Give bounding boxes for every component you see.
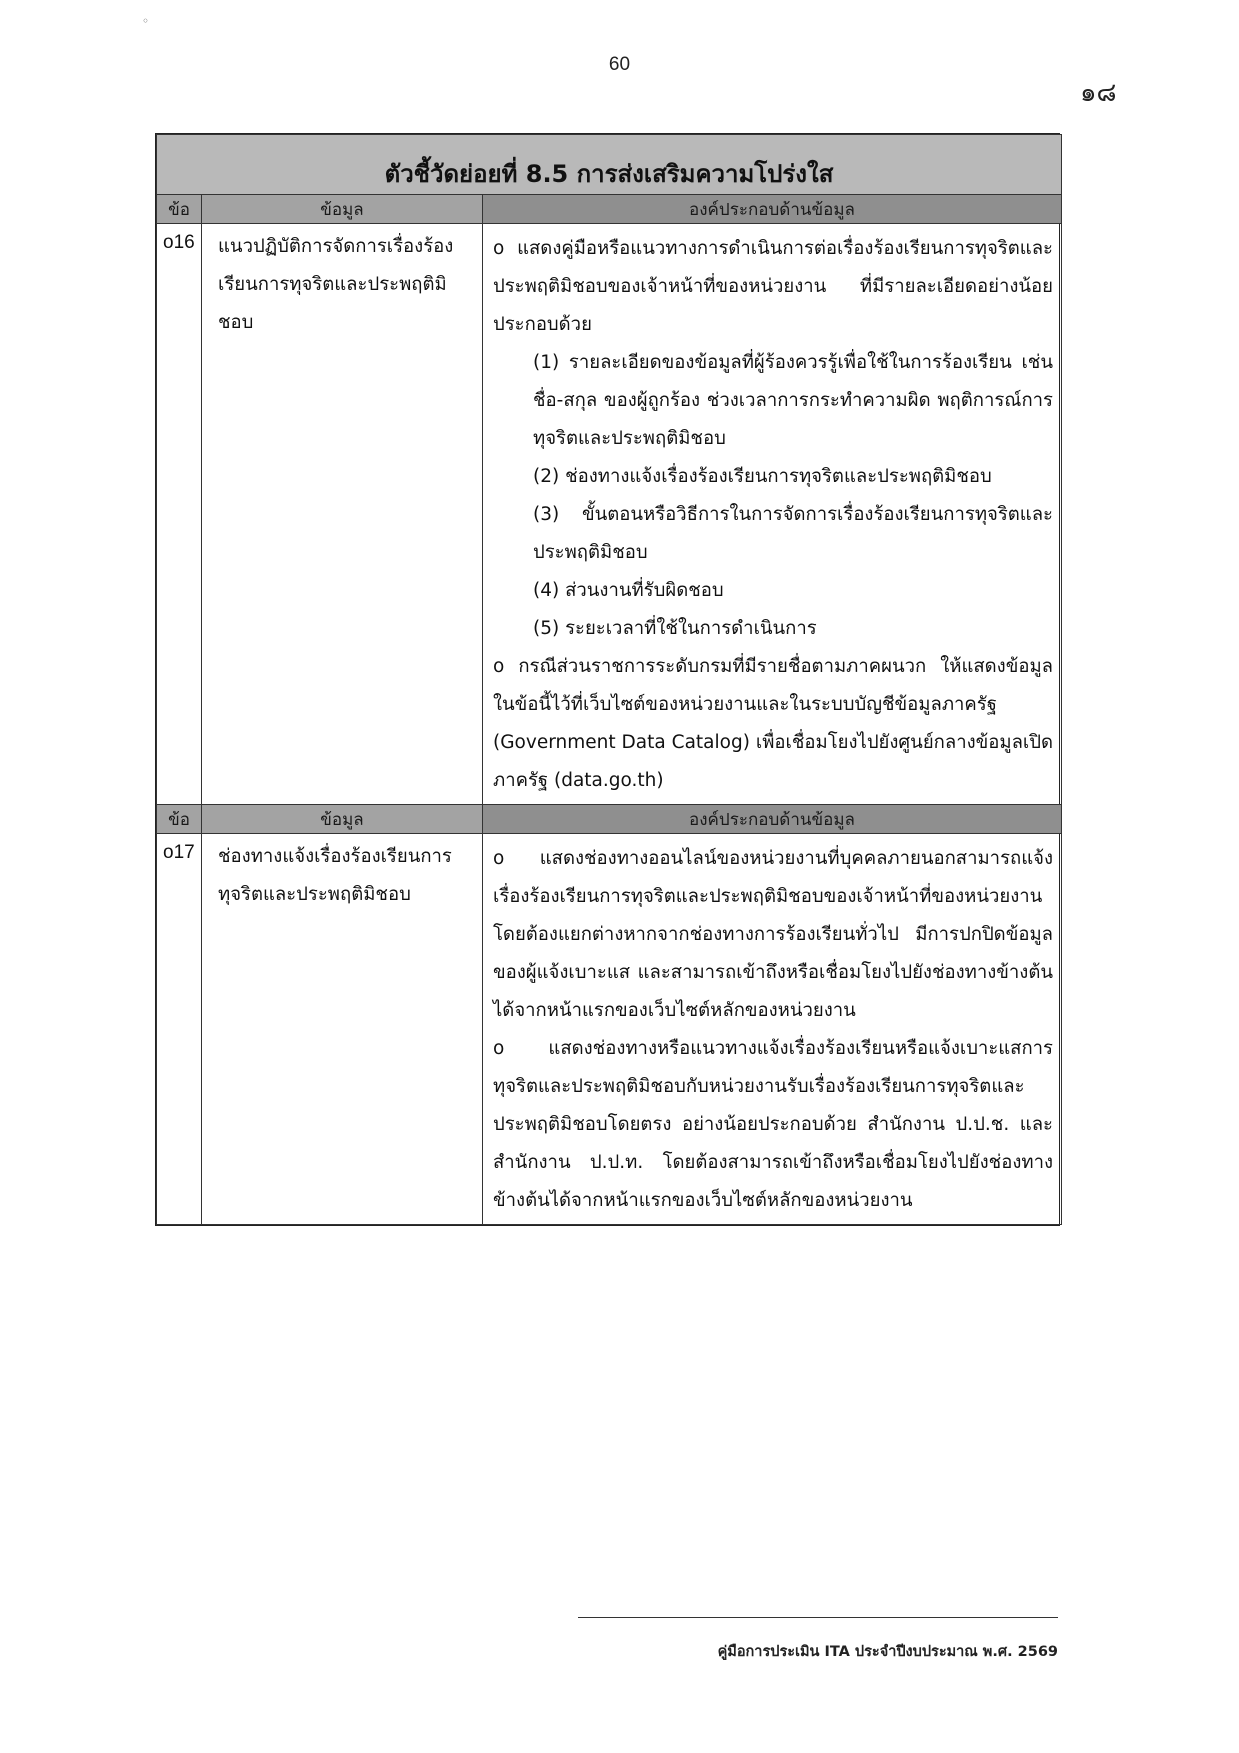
header-elements: องค์ประกอบด้านข้อมูล [483,195,1062,224]
table-header-row [157,805,1062,834]
row-elements [483,834,1062,1225]
footer-divider [578,1617,1058,1618]
row-no: o16 [157,224,202,805]
header-no: ข้อ [157,195,202,224]
table-title-row [157,135,1062,195]
table-row [157,834,1062,1225]
element-item: (4) ส่วนงานที่รับผิดชอบ [533,580,724,601]
row-info: แนวปฏิบัติการจัดการเรื่องร้องเรียนการทุจริตและประพฤติมิชอบ [202,224,483,805]
table-header-row [157,195,1062,224]
header-info: ข้อมูล [202,805,483,834]
indicator-table [155,133,1060,1226]
page-number: 60 [608,54,631,75]
element-paragraph: o แสดงช่องทางหรือแนวทางแจ้งเรื่องร้องเรียนหรือแจ้งเบาะแสการทุจริตและประพฤติมิชอบกับหน่วยงานรับเรื่องร้องเรียนการทุจริตและประพฤติมิชอบโดยตรง อย่างน้อยประกอบด้วย สำนักงาน ป.ป.ช. และสำนักงาน ป.ป.ท. โดยต้องสามารถเข้าถึงหรือเชื่อมโยงไปยังช่องทางข้างต้นได้จากหน้าแรกของเว็บไซต์หลักของหน่วยงาน [493,1038,1053,1211]
header-elements: องค์ประกอบด้านข้อมูล [483,805,1062,834]
table-title: ตัวชี้วัดย่อยที่ 8.5 การส่งเสริมความโปร่งใส [157,135,1062,195]
element-paragraph: o กรณีส่วนราชการระดับกรมที่มีรายชื่อตามภาคผนวก ให้แสดงข้อมูลในข้อนี้ไว้ที่เว็บไซต์ของหน่วยงานและในระบบบัญชีข้อมูลภาครัฐ (Government Data Catalog) เพื่อเชื่อมโยงไปยังศูนย์กลางข้อมูลเปิดภาครัฐ (data.go.th) [493,656,1053,791]
row-info: ช่องทางแจ้งเรื่องร้องเรียนการทุจริตและประพฤติมิชอบ [202,834,483,1225]
element-paragraph: o แสดงช่องทางออนไลน์ของหน่วยงานที่บุคคลภายนอกสามารถแจ้งเรื่องร้องเรียนการทุจริตและประพฤติมิชอบของเจ้าหน้าที่ของหน่วยงาน โดยต้องแยกต่างหากจากช่องทางการร้องเรียนทั่วไป มีการปกปิดข้อมูลของผู้แจ้งเบาะแส และสามารถเข้าถึงหรือเชื่อมโยงไปยังช่องทางข้างต้นได้จากหน้าแรกของเว็บไซต์หลักของหน่วยงาน [493,848,1053,1021]
row-no: o17 [157,834,202,1225]
scan-mark: ◦ [142,14,150,28]
footer-text: คู่มือการประเมิน ITA ประจำปีงบประมาณ พ.ศ. 2569 [717,1644,1058,1660]
element-paragraph: o แสดงคู่มือหรือแนวทางการดำเนินการต่อเรื่องร้องเรียนการทุจริตและประพฤติมิชอบของเจ้าหน้าที่ของหน่วยงาน ที่มีรายละเอียดอย่างน้อยประกอบด้วย [493,238,1053,335]
header-info: ข้อมูล [202,195,483,224]
element-item: (2) ช่องทางแจ้งเรื่องร้องเรียนการทุจริตและประพฤติมิชอบ [533,466,992,487]
thai-page-number: ๑๘ [1080,78,1117,108]
element-item: (1) รายละเอียดของข้อมูลที่ผู้ร้องควรรู้เพื่อใช้ในการร้องเรียน เช่น ชื่อ-สกุล ของผู้ถูกร้อง ช่วงเวลาการกระทำความผิด พฤติการณ์การทุจริตและประพฤติมิชอบ [533,352,1053,449]
element-item: (3) ขั้นตอนหรือวิธีการในการจัดการเรื่องร้องเรียนการทุจริตและประพฤติมิชอบ [533,504,1053,563]
table-row [157,224,1062,805]
header-no: ข้อ [157,805,202,834]
element-item: (5) ระยะเวลาที่ใช้ในการดำเนินการ [533,618,817,639]
row-elements [483,224,1062,805]
